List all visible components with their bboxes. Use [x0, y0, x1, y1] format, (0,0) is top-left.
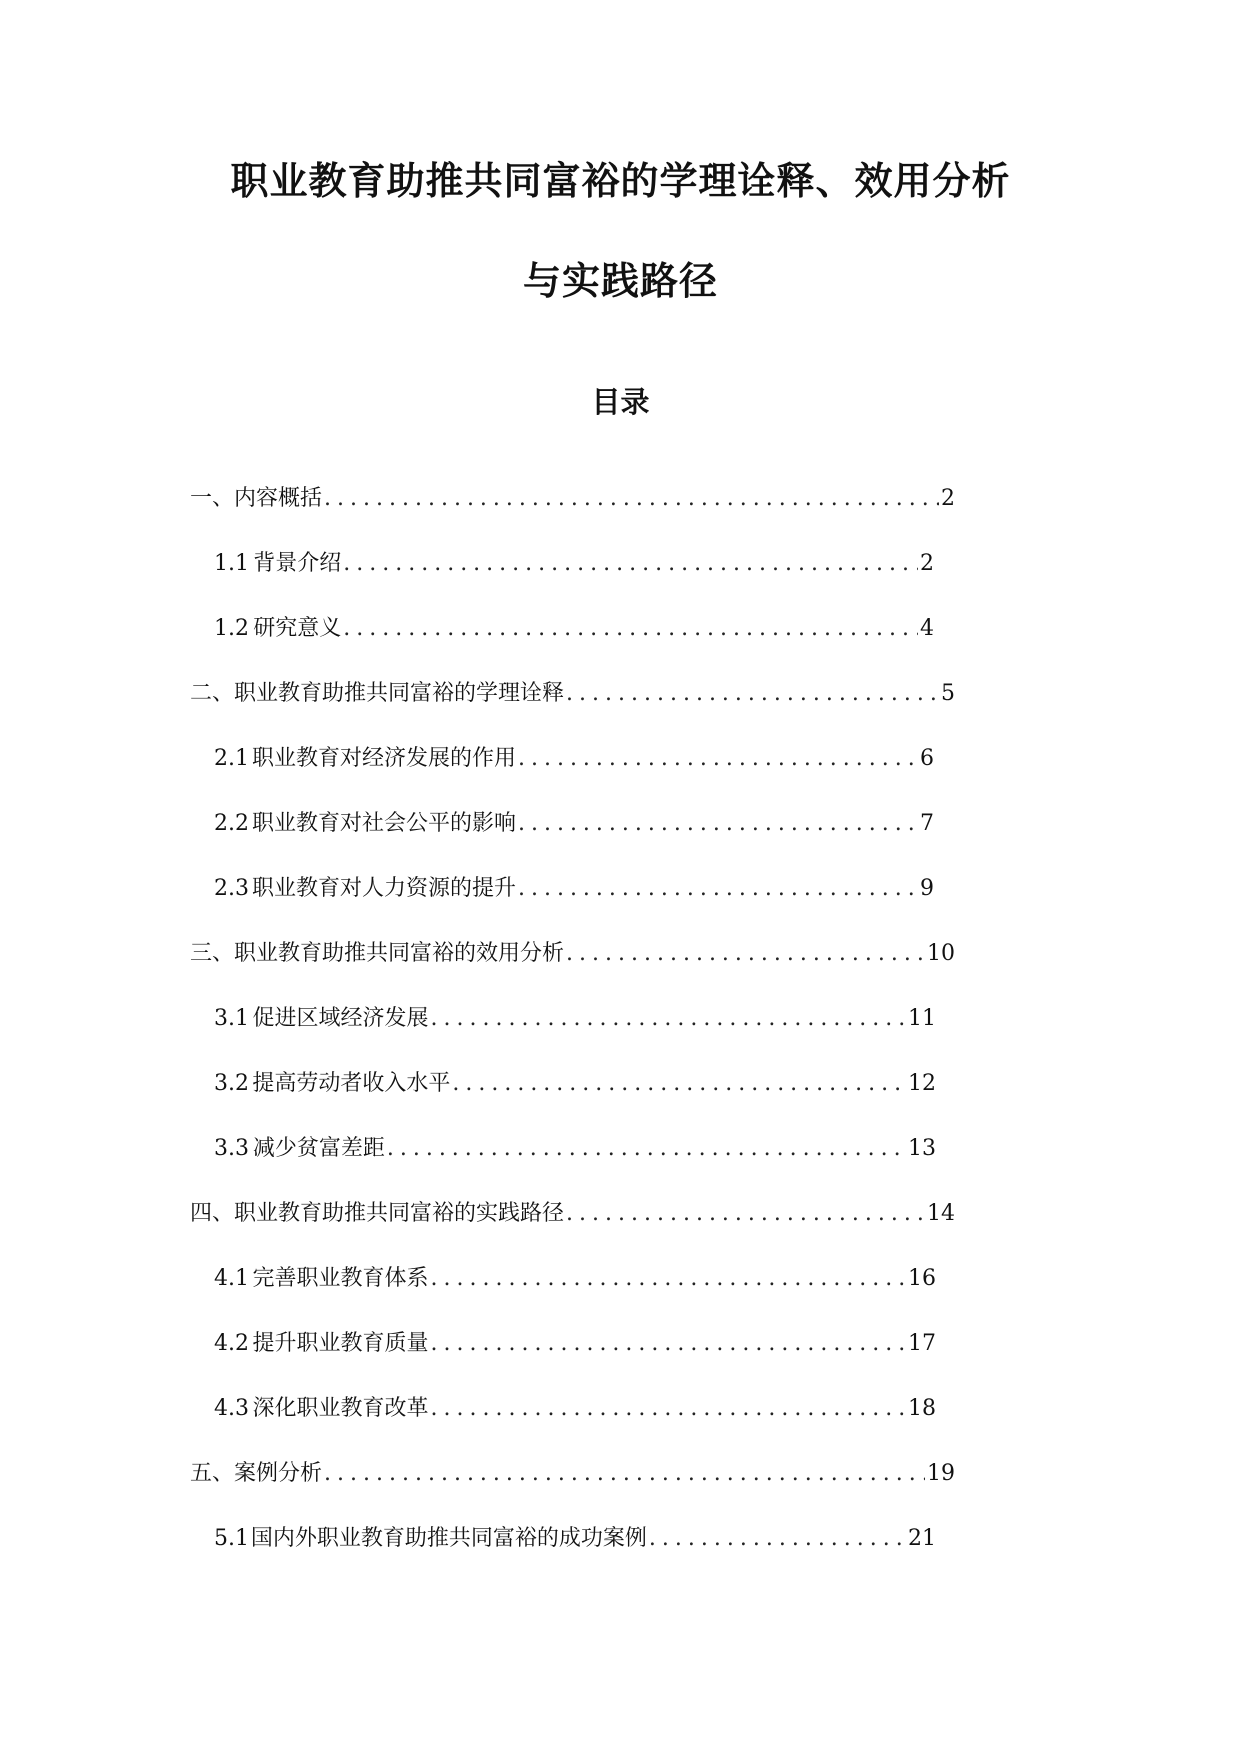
toc-entry[interactable] [214, 1324, 936, 1364]
toc-entry-page: 2 [941, 486, 955, 511]
toc-entry[interactable] [214, 804, 934, 844]
toc-entry-title: 减少贫富差距 [252, 1136, 385, 1161]
toc-entry-title: 三、职业教育助推共同富裕的效用分析 [190, 941, 565, 966]
toc-entry[interactable] [214, 1259, 936, 1299]
toc-entry[interactable] [214, 1389, 936, 1429]
toc-entry[interactable] [190, 934, 955, 974]
toc-leader-dots [385, 1129, 906, 1169]
toc-entry-title: 一、内容概括 [190, 486, 323, 511]
toc-entry-page: 5 [941, 681, 955, 706]
toc-entry[interactable] [190, 479, 955, 519]
toc-entry-title: 国内外职业教育助推共同富裕的成功案例 [250, 1526, 647, 1551]
toc-entry-number: 4.3 [214, 1396, 249, 1421]
toc-entry[interactable] [214, 1064, 936, 1104]
toc-entry-number: 2.2 [214, 811, 249, 836]
toc-entry-number: 2.1 [214, 746, 249, 771]
toc-entry-number: 4.2 [214, 1331, 249, 1356]
toc-entry-page: 4 [920, 616, 934, 641]
toc-entry[interactable] [214, 609, 934, 649]
toc-leader-dots [341, 544, 918, 584]
toc-entry-number: 3.2 [214, 1071, 249, 1096]
toc-entry-page: 18 [908, 1396, 936, 1421]
toc-leader-dots [564, 1194, 925, 1234]
toc-entry-number: 2.3 [214, 876, 249, 901]
toc-entry-number: 3.3 [214, 1136, 249, 1161]
toc-entry-page: 13 [908, 1136, 936, 1161]
toc-entry-page: 10 [927, 941, 955, 966]
toc-entry-title: 二、职业教育助推共同富裕的学理诠释 [190, 681, 565, 706]
toc-entry-page: 7 [920, 811, 934, 836]
toc-entry-page: 16 [908, 1266, 936, 1291]
toc-leader-dots [647, 1519, 906, 1559]
toc-leader-dots [516, 869, 918, 909]
toc-entry-title: 完善职业教育体系 [252, 1266, 429, 1291]
document-title-line-1: 职业教育助推共同富裕的学理诠释、效用分析 [230, 158, 1011, 203]
toc-entry-page: 21 [908, 1526, 936, 1551]
toc-entry-page: 12 [908, 1071, 936, 1096]
toc-entry-page: 17 [908, 1331, 936, 1356]
toc-entry-number: 4.1 [214, 1266, 249, 1291]
toc-entry-title: 背景介绍 [253, 551, 342, 576]
toc-entry[interactable] [214, 544, 934, 584]
toc-entry-title: 提高劳动者收入水平 [252, 1071, 451, 1096]
toc-entry-title: 提升职业教育质量 [252, 1331, 429, 1356]
toc-entry-title: 深化职业教育改革 [252, 1396, 429, 1421]
toc-entry-title: 四、职业教育助推共同富裕的实践路径 [190, 1201, 565, 1226]
toc-entry-number: 5.1 [214, 1526, 249, 1551]
toc-entry-number: 1.2 [214, 616, 249, 641]
toc-leader-dots [429, 1389, 906, 1429]
toc-entry[interactable] [214, 1519, 936, 1559]
toc-leader-dots [322, 479, 939, 519]
toc-entry-title: 职业教育对社会公平的影响 [251, 811, 516, 836]
toc-entry[interactable] [214, 869, 934, 909]
toc-leader-dots [429, 1324, 906, 1364]
toc-entry-title: 职业教育对人力资源的提升 [251, 876, 516, 901]
toc-entry-title: 促进区域经济发展 [252, 1006, 429, 1031]
toc-leader-dots [341, 609, 918, 649]
toc-entry-page: 14 [927, 1201, 955, 1226]
toc-entry[interactable] [214, 739, 934, 779]
toc-entry-page: 11 [908, 1006, 936, 1031]
toc-entry[interactable] [190, 1194, 955, 1234]
toc-entry[interactable] [214, 999, 936, 1039]
toc-leader-dots [450, 1064, 906, 1104]
toc-entry-page: 9 [920, 876, 934, 901]
toc-leader-dots [516, 739, 918, 779]
toc-entry-title: 职业教育对经济发展的作用 [251, 746, 516, 771]
document-title-line-2: 与实践路径 [522, 258, 718, 303]
toc-leader-dots [516, 804, 918, 844]
toc-leader-dots [322, 1454, 925, 1494]
toc-entry[interactable] [190, 1454, 955, 1494]
toc-leader-dots [564, 674, 939, 714]
toc-leader-dots [429, 1259, 906, 1299]
toc-entry-page: 6 [920, 746, 934, 771]
toc-entry-page: 2 [920, 551, 934, 576]
toc-leader-dots [429, 999, 906, 1039]
toc-entry-page: 19 [927, 1461, 955, 1486]
toc-entry[interactable] [214, 1129, 936, 1169]
toc-entry-title: 五、案例分析 [190, 1461, 323, 1486]
toc-entry-number: 3.1 [214, 1006, 249, 1031]
toc-entry-title: 研究意义 [253, 616, 342, 641]
toc-entry[interactable] [190, 674, 955, 714]
toc-entry-number: 1.1 [214, 551, 249, 576]
toc-leader-dots [564, 934, 925, 974]
toc-heading: 目录 [591, 385, 650, 419]
